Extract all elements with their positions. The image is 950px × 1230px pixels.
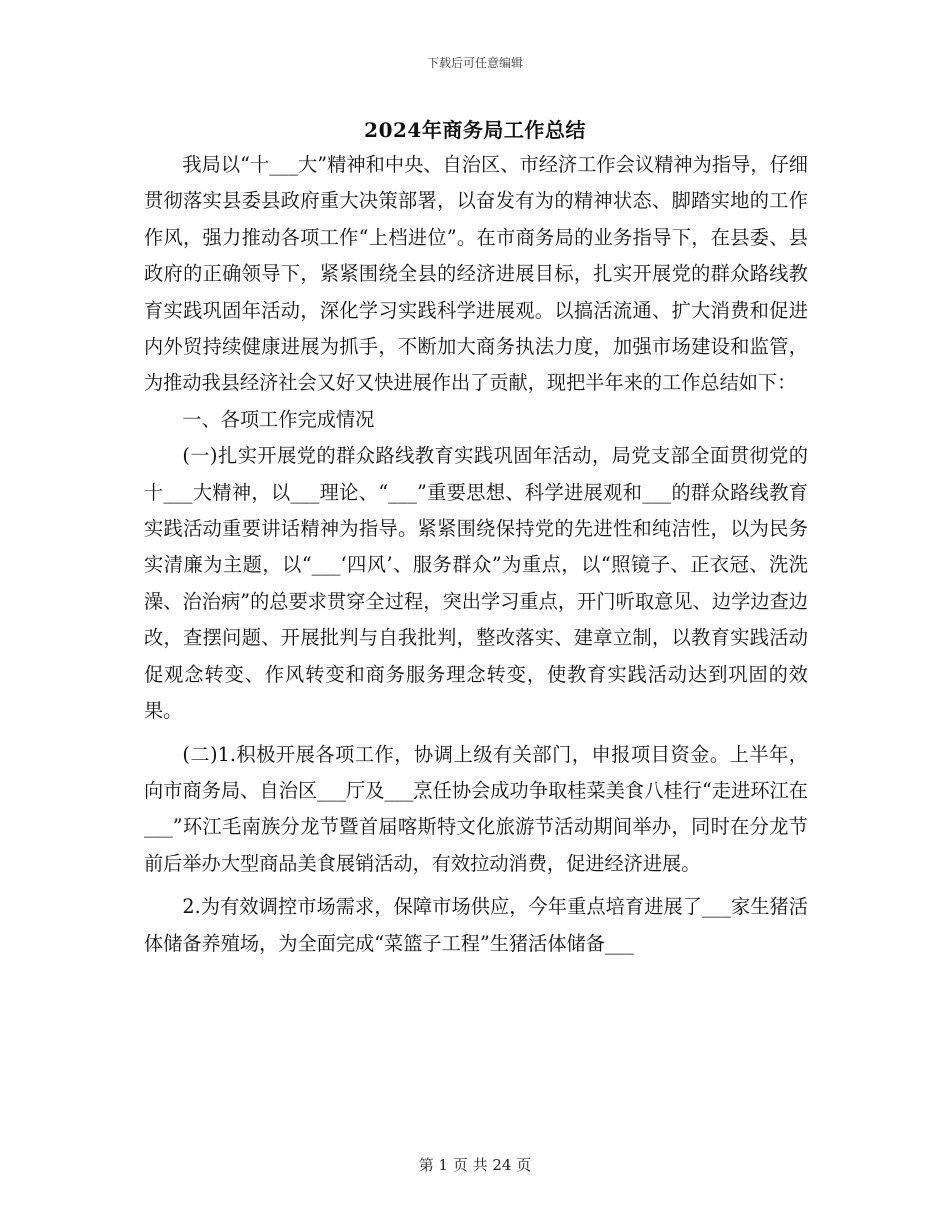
paragraph-item-2-2: 2.为有效调控市场需求，保障市场供应，今年重点培育进展了___家生猪活体储备养殖场，为全面完成“菜篮子工程”生猪活体储备___ bbox=[144, 895, 808, 955]
section-heading: 一、各项工作完成情况 bbox=[182, 407, 375, 431]
paragraph-item-2: (二)1.积极开展各项工作，协调上级有关部门，申报项目资金。上半年，向市商务局、自治区___厅及___烹任协会成功争取桂菜美食八桂行“走进环江在___”环江毛南族分龙节暨首届喀斯特文化旅游节活动期间举办，同时在分龙节前后举办大型商品美食展销活动，有效拉动消费，促进经济进展。 bbox=[144, 742, 808, 875]
page-number: 第 1 页 共 24 页 bbox=[418, 1156, 532, 1174]
header-note: 下载后可任意编辑 bbox=[426, 56, 523, 70]
document-title: 2024年商务局工作总结 bbox=[364, 118, 586, 142]
document-body bbox=[144, 147, 808, 962]
paragraph-item-1: (一)扎实开展党的群众路线教育实践巩固年活动，局党支部全面贯彻党的十___大精神，以___理论、“___”重要思想、科学进展观和___的群众路线教育实践活动重要讲话精神为指导。紧紧围绕保持党的先进性和纯洁性，以为民务实清廉为主题，以“___‘四风’、服务群众”为重点，以“照镜子、正衣冠、洗洗澡、治治病”的总要求贯穿全过程，突出学习重点，开门听取意见、边学边查边改，查摆问题、开展批判与自我批判，整改落实、建章立制，以教育实践活动促观念转变、作风转变和商务服务理念转变，使教育实践活动达到巩固的效果。 bbox=[144, 444, 808, 723]
paragraph-intro: 我局以“十___大”精神和中央、自治区、市经济工作会议精神为指导，仔细贯彻落实县委县政府重大决策部署，以奋发有为的精神状态、脚踏实地的工作作风，强力推动各项工作“上档进位”。在市商务局的业务指导下，在县委、县政府的正确领导下，紧紧围绕全县的经济进展目标，扎实开展党的群众路线教育实践巩固年活动，深化学习实践科学进展观。以搞活流通、扩大消费和促进内外贸持续健康进展为抓手，不断加大商务执法力度，加强市场建设和监管，为推动我县经济社会又好又快进展作出了贡献，现把半年来的工作总结如下： bbox=[144, 153, 808, 395]
